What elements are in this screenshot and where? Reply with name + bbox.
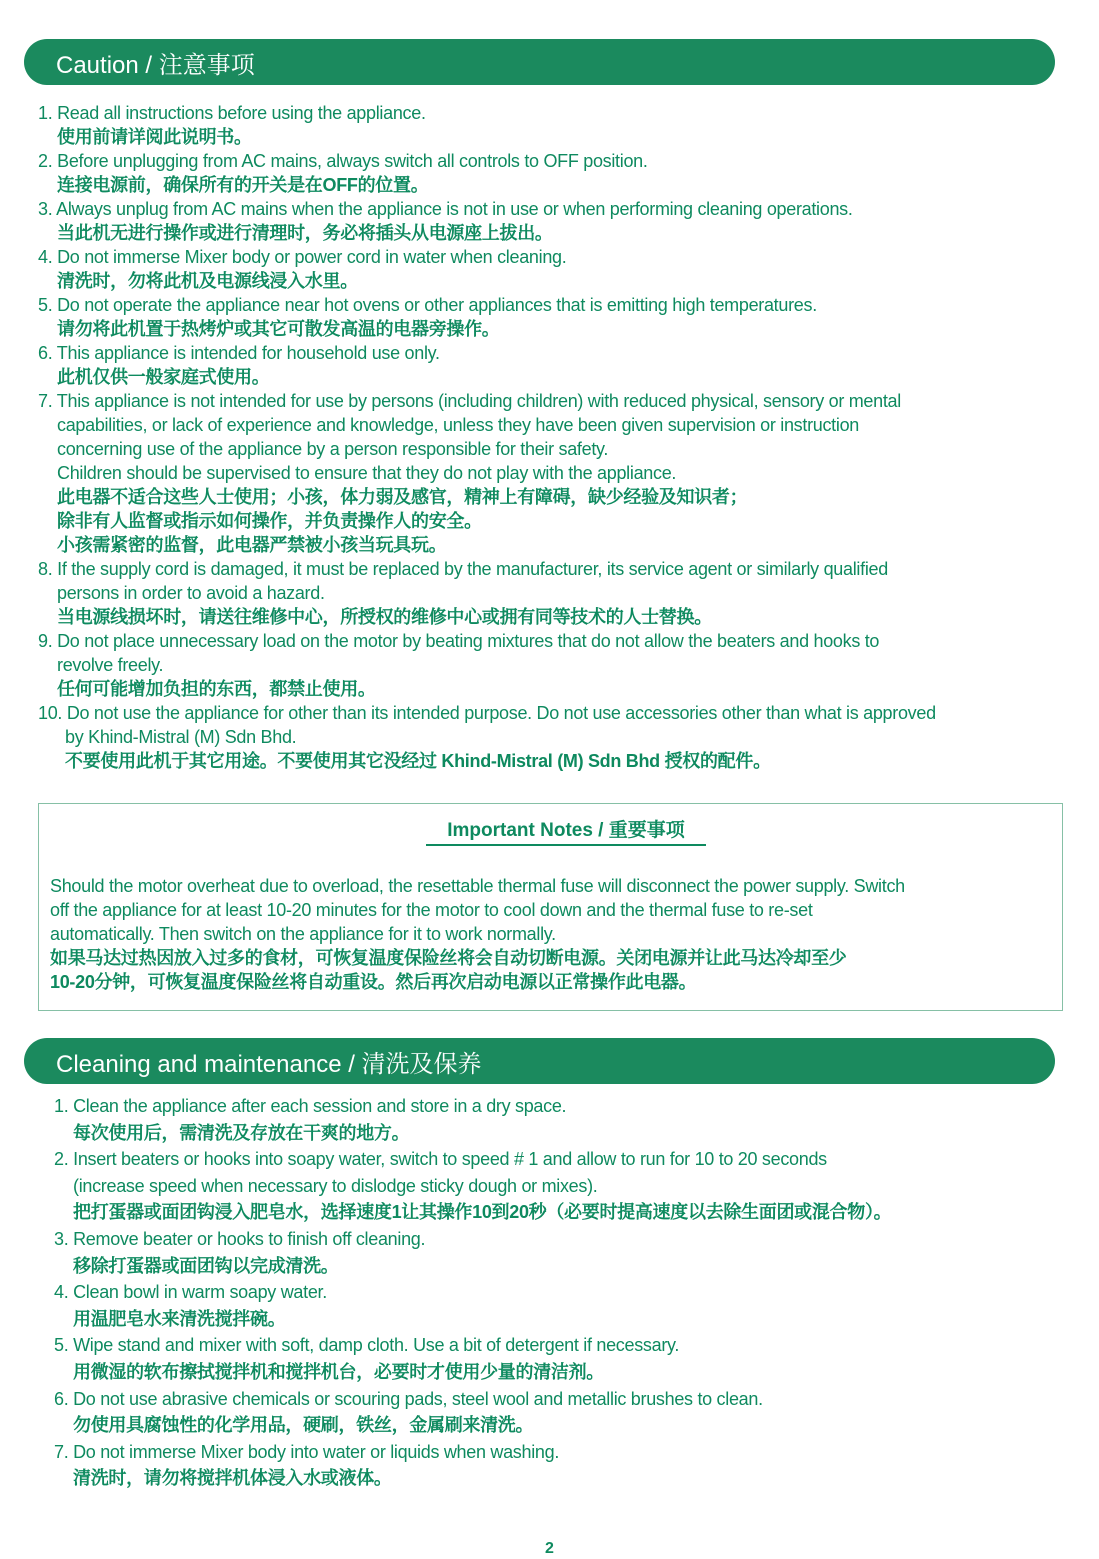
- item-text-zh: 每次使用后，需清洗及存放在干爽的地方。: [73, 1122, 410, 1143]
- item-text: Children should be supervised to ensure that they do not play with the appliance.: [57, 463, 677, 483]
- important-notes-box: [38, 803, 1063, 1011]
- item-text-zh: 把打蛋器或面团钩浸入肥皂水，选择速度1让其操作10到20秒（必要时提高速度以去除生面团或混合物）。: [73, 1202, 892, 1223]
- caution-title: Caution / 注意事项: [56, 51, 255, 79]
- item-text: 5. Wipe stand and mixer with soft, damp cloth. Use a bit of detergent if necessary.: [54, 1335, 680, 1356]
- item-text: 7. Do not immerse Mixer body into water or liquids when washing.: [54, 1441, 560, 1462]
- caution-item: [38, 293, 1083, 341]
- item-text-zh: 勿使用具腐蚀性的化学用品，硬刷，铁丝，金属刷来清洗。: [73, 1415, 534, 1436]
- cleaning-title: Cleaning and maintenance / 清洗及保养: [56, 1050, 482, 1078]
- cleaning-item: [54, 1279, 1074, 1332]
- item-text: 6. This appliance is intended for household use only.: [38, 343, 440, 363]
- item-text-zh: 使用前请详阅此说明书。: [57, 127, 252, 147]
- item-text: 1. Read all instructions before using the appliance.: [38, 103, 426, 123]
- item-text: 9. Do not place unnecessary load on the motor by beating mixtures that do not allow the beaters and hooks to: [38, 631, 880, 651]
- important-notes-body: [50, 874, 905, 994]
- caution-item: [38, 701, 1083, 773]
- item-text-zh: 任何可能增加负担的东西，都禁止使用。: [57, 679, 376, 699]
- page-number: 2: [545, 1540, 554, 1557]
- cleaning-banner: [24, 1038, 1055, 1084]
- item-text-zh: 此电器不适合这些人士使用；小孩，体力弱及感官，精神上有障碍，缺少经验及知识者；: [57, 487, 748, 507]
- caution-item: [38, 149, 1083, 197]
- item-text: 3. Always unplug from AC mains when the appliance is not in use or when performing cleaning operations.: [38, 199, 853, 219]
- notes-text: off the appliance for at least 10-20 minutes for the motor to cool down and the thermal fuse to re-set: [50, 900, 813, 920]
- cleaning-item: [54, 1439, 1074, 1492]
- item-text-zh: 清洗时，勿将此机及电源线浸入水里。: [57, 271, 358, 291]
- item-text: (increase speed when necessary to dislodge sticky dough or mixes).: [73, 1175, 598, 1196]
- item-text: 10. Do not use the appliance for other than its intended purpose. Do not use accessories other than what is approved: [38, 703, 936, 723]
- item-text-zh: 当电源线损坏时，请送往维修中心，所授权的维修中心或拥有同等技术的人士替换。: [57, 607, 712, 627]
- cleaning-item: [54, 1332, 1074, 1385]
- item-text: 2. Insert beaters or hooks into soapy water, switch to speed # 1 and allow to run for 10 to 20 seconds: [54, 1149, 827, 1170]
- cleaning-item: [54, 1386, 1074, 1439]
- cleaning-item: [54, 1146, 1074, 1226]
- item-text: 3. Remove beater or hooks to finish off cleaning.: [54, 1228, 426, 1249]
- caution-banner: [24, 39, 1055, 85]
- item-text: 7. This appliance is not intended for use by persons (including children) with reduced physical, sensory or mental: [38, 391, 901, 411]
- notes-text-zh: 如果马达过热因放入过多的食材，可恢复温度保险丝将会自动切断电源。关闭电源并让此马达冷却至少: [50, 948, 847, 968]
- item-text: revolve freely.: [57, 655, 164, 675]
- item-text-zh: 当此机无进行操作或进行清理时，务必将插头从电源座上拔出。: [57, 223, 553, 243]
- item-text: 6. Do not use abrasive chemicals or scouring pads, steel wool and metallic brushes to clean.: [54, 1388, 763, 1409]
- item-text: persons in order to avoid a hazard.: [57, 583, 325, 603]
- item-text-zh: 除非有人监督或指示如何操作，并负责操作人的安全。: [57, 511, 482, 531]
- item-text: concerning use of the appliance by a person responsible for their safety.: [57, 439, 609, 459]
- notes-text: Should the motor overheat due to overload, the resettable thermal fuse will disconnect the power supply. Switch: [50, 876, 905, 896]
- caution-item: [38, 197, 1083, 245]
- item-text: 4. Clean bowl in warm soapy water.: [54, 1282, 327, 1303]
- cleaning-item: [54, 1226, 1074, 1279]
- item-text: 4. Do not immerse Mixer body or power cord in water when cleaning.: [38, 247, 567, 267]
- item-text: 2. Before unplugging from AC mains, always switch all controls to OFF position.: [38, 151, 648, 171]
- item-text-zh: 请勿将此机置于热烤炉或其它可散发高温的电器旁操作。: [57, 319, 500, 339]
- item-text: 8. If the supply cord is damaged, it must be replaced by the manufacturer, its service agent or similarly qualified: [38, 559, 888, 579]
- item-text-zh: 移除打蛋器或面团钩以完成清洗。: [73, 1255, 339, 1276]
- notes-text: automatically. Then switch on the appliance for it to work normally.: [50, 924, 556, 944]
- item-text: 5. Do not operate the appliance near hot ovens or other appliances that is emitting high temperatures.: [38, 295, 817, 315]
- item-text: by Khind-Mistral (M) Sdn Bhd.: [65, 727, 297, 747]
- item-text-zh: 小孩需紧密的监督，此电器严禁被小孩当玩具玩。: [57, 535, 447, 555]
- caution-item: [38, 245, 1083, 293]
- item-text: capabilities, or lack of experience and knowledge, unless they have been given supervision or instruction: [57, 415, 859, 435]
- notes-text-zh: 10-20分钟，可恢复温度保险丝将自动重设。然后再次启动电源以正常操作此电器。: [50, 972, 697, 992]
- item-text-zh: 此机仅供一般家庭式使用。: [57, 367, 270, 387]
- item-text-zh: 用温肥皂水来清洗搅拌碗。: [73, 1308, 286, 1329]
- cleaning-list: [54, 1093, 1074, 1492]
- cleaning-item: [54, 1093, 1074, 1146]
- caution-item: [38, 341, 1083, 389]
- item-text-zh: 连接电源前，确保所有的开关是在OFF的位置。: [57, 175, 429, 195]
- caution-item: [38, 629, 1083, 701]
- item-text: 1. Clean the appliance after each session and store in a dry space.: [54, 1096, 567, 1116]
- caution-item: [38, 389, 1083, 557]
- caution-list: [38, 101, 1083, 773]
- item-text-zh: 清洗时，请勿将搅拌机体浸入水或液体。: [73, 1468, 392, 1489]
- caution-item: [38, 557, 1083, 629]
- item-text-zh: 不要使用此机于其它用途。不要使用其它没经过 Khind-Mistral (M) Sdn Bhd 授权的配件。: [65, 751, 771, 771]
- important-notes-title: Important Notes / 重要事项: [426, 818, 706, 846]
- caution-item: [38, 101, 1083, 149]
- item-text-zh: 用微湿的软布擦拭搅拌机和搅拌机台，必要时才使用少量的清洁剂。: [73, 1361, 604, 1382]
